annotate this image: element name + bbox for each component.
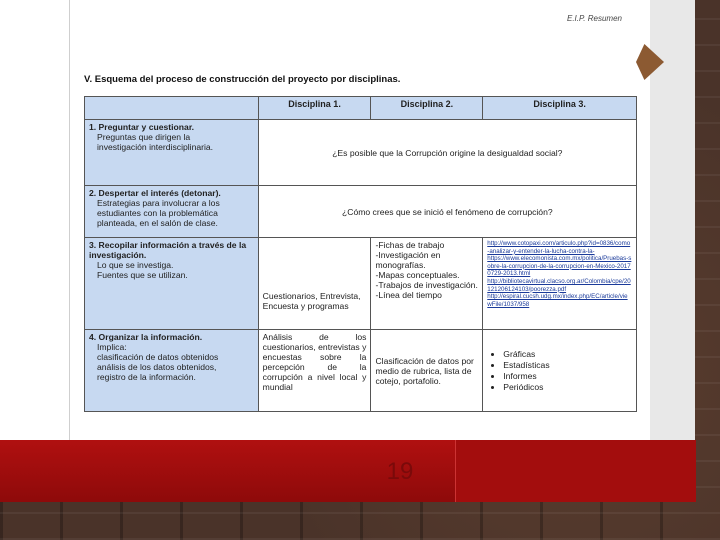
step-4-line-3: análisis de los datos obtenidos, — [97, 362, 217, 372]
row-1-question: ¿Es posible que la Corrupción origine la desigualdad social? — [258, 120, 636, 186]
header-discipline-3: Disciplina 3. — [483, 97, 637, 120]
footer-band-segment — [455, 440, 696, 502]
row-3-discipline-2 — [371, 238, 483, 330]
resource-list — [487, 349, 632, 393]
step-4-line-2: clasificación de datos obtenidos — [97, 352, 219, 362]
step-2-title: 2. Despertar el interés (detonar). — [89, 188, 221, 198]
list-item: • Estadísticas — [503, 360, 632, 371]
table-row — [85, 120, 637, 186]
document-image — [70, 0, 650, 437]
row-4-discipline-3 — [483, 330, 637, 412]
discipline-scheme-table — [84, 96, 637, 412]
table-row — [85, 330, 637, 412]
slide-right-strip — [650, 0, 695, 502]
row-3-discipline-3 — [483, 238, 637, 330]
list-item: • Informes — [503, 371, 632, 382]
slide-footer-band — [0, 440, 695, 502]
step-2-line-3: planteada, en el salón de clase. — [97, 218, 218, 228]
step-4-cell — [85, 330, 259, 412]
step-3-line-2: Fuentes que se utilizan. — [97, 270, 188, 280]
list-item: -Fichas de trabajo — [375, 240, 445, 250]
list-item: -Mapas conceptuales. — [375, 270, 460, 280]
list-item: -Trabajos de investigación. — [375, 280, 478, 290]
row-4-discipline-1: Análisis de los cuestionarios, entrevistas y encuestas sobre la percepción de la corrupción a nivel local y mundial — [258, 330, 371, 412]
table-row — [85, 186, 637, 238]
step-4-title: 4. Organizar la información. — [89, 332, 203, 342]
document-title: V. Esquema del proceso de construcción del proyecto por disciplinas. — [84, 74, 401, 85]
row-4-discipline-2: Clasificación de datos por medio de rubrica, lista de cotejo, portafolio. — [371, 330, 483, 412]
document-header: E.I.P. Resumen — [567, 14, 622, 23]
source-link[interactable]: http://espiral.cucsh.udg.mx/index.php/EC/article/viewFile/1037/958 — [487, 293, 628, 308]
row-3-discipline-1: Cuestionarios, Entrevista, Encuesta y programas — [258, 238, 371, 330]
page-number: 19 — [386, 458, 414, 485]
header-empty — [85, 97, 259, 120]
header-discipline-1: Disciplina 1. — [258, 97, 371, 120]
step-1-title: 1. Preguntar y cuestionar. — [89, 122, 195, 132]
step-4-line-4: registro de la información. — [97, 372, 196, 382]
list-item: -Investigación en monografías. — [375, 250, 441, 270]
step-3-line-1: Lo que se investiga. — [97, 260, 174, 270]
list-item: -Línea del tiempo — [375, 290, 442, 300]
step-2-cell — [85, 186, 259, 238]
table-row — [85, 238, 637, 330]
source-link[interactable]: http://www.cotopaxi.com/articulo.php?id=0836/como-analizar-y-entender-la-lucha-contra-la- — [487, 240, 631, 255]
source-link[interactable]: https://www.elecomonista.com.mx/politica/Pruebas-sobre-la-corrupcion-de-la-corrupcion-en-Mexico-20170729-2013.html — [487, 255, 632, 278]
step-1-line-1: Preguntas que dirigen la — [97, 132, 191, 142]
row-2-question: ¿Cómo crees que se inició el fenómeno de corrupción? — [258, 186, 636, 238]
list-item: • Gráficas — [503, 349, 632, 360]
list-item: • Periódicos — [503, 382, 632, 393]
step-3-cell — [85, 238, 259, 330]
table-header-row — [85, 97, 637, 120]
header-discipline-2: Disciplina 2. — [371, 97, 483, 120]
step-1-cell — [85, 120, 259, 186]
step-1-line-2: investigación interdisciplinaria. — [97, 142, 214, 152]
step-4-line-1: Implica: — [97, 342, 127, 352]
step-3-title: 3. Recopilar información a través de la investigación. — [89, 240, 247, 260]
step-2-line-2: estudiantes con la problemática — [97, 208, 218, 218]
step-2-line-1: Estrategias para involucrar a los — [97, 198, 220, 208]
source-link[interactable]: http://bibliotecavirtual.clacso.org.ar/Colombia/cpe/20121206124103/poorezza.pdf — [487, 277, 631, 293]
